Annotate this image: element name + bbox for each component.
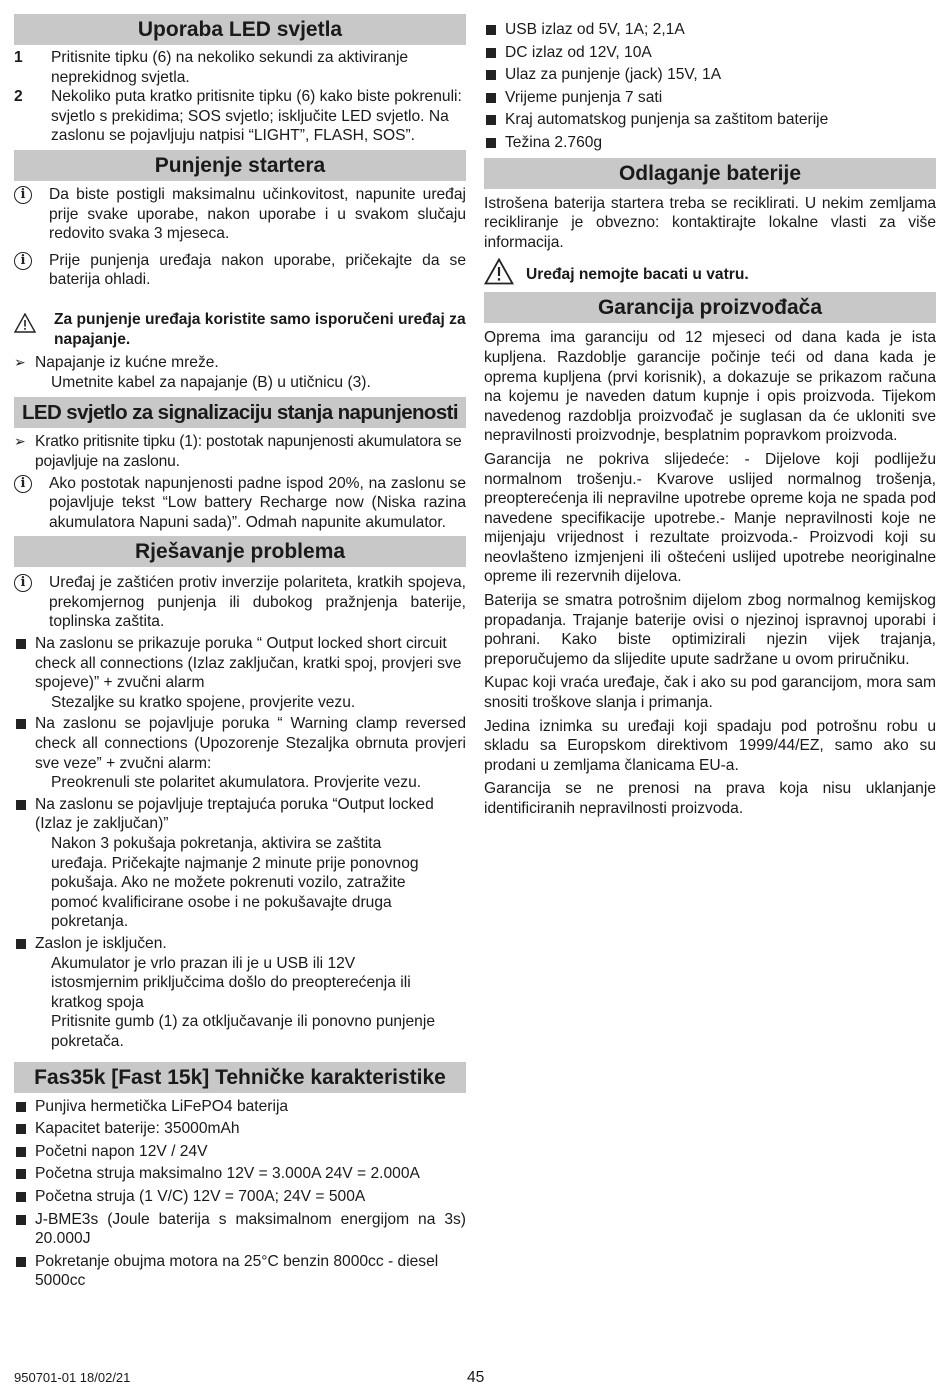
info-text: Uređaj je zaštićen protiv inverzije polariteta, kratkih spojeva, prekomjernog punjenja ili dubokog pražnjenja baterije, toplinska zaštita. [49,574,466,631]
square-bullet-icon [486,25,496,35]
info-text: Prije punjenja uređaja nakon uporabe, pričekajte da se baterija ohladi. [49,251,466,289]
warranty-paragraph: Jedina iznimka su uređaji koji spadaju pod potrošnu robu u skladu sa Europskom direktivom 1999/44/EZ, samo ako su prodani u zemljama članicama EU-a. [484,717,936,774]
square-bullet-icon [16,1124,26,1134]
info-text: Ako postotak napunjenosti padne ispod 20%, na zaslonu se pojavljuje tekst “Low battery Recharge now (Niska razina akumulatora Napuni sada)”. Odmah napunite akumulator. [49,474,466,531]
spec-item [14,1164,466,1184]
spec-text: USB izlaz od 5V, 1A; 2,1A [505,21,685,38]
spec-item [484,65,936,85]
square-bullet-icon [16,1147,26,1157]
info-icon: i [14,475,32,493]
warning-note [14,310,466,349]
bullet-subtext: Akumulator je vrlo prazan ili je u USB ili 12V istosmjernim priključcima došlo do preopterećenja ili kratkog spoja [51,954,411,1011]
section-title-warranty: Garancija proizvođača [484,292,936,323]
bullet-subtext: Stezaljke su kratko spojene, provjerite vezu. [51,693,356,711]
spec-item [484,133,936,153]
info-text: Da biste postigli maksimalnu učinkovitost, napunite uređaj prije svake uporabe, nakon uporabe i u svakom slučaju redovito svaka 3 mjeseca. [49,185,466,243]
bullet-item [14,714,466,773]
square-bullet-icon [16,1102,26,1112]
spec-text: DC izlaz od 12V, 10A [505,43,652,61]
bullet-subtext: Preokrenuli ste polaritet akumulatora. Provjerite vezu. [51,774,422,792]
warning-text: Uređaj nemojte bacati u vatru. [526,266,749,284]
bullet-text: Zaslon je isključen. [35,934,167,952]
fire-warning [484,258,936,286]
arrow-item [14,432,466,471]
square-bullet-icon [16,800,26,810]
square-bullet-icon [16,1169,26,1179]
arrow-subtext: Umetnite kabel za napajanje (B) u utičnicu (3). [51,373,371,391]
section-title-charging: Punjenje startera [14,150,466,181]
arrow-bullet-icon: ➢ [14,433,26,450]
item-text: Pritisnite tipku (6) na nekoliko sekundi za aktiviranje neprekidnog svjetla. [51,49,409,86]
arrow-item [14,353,466,373]
bullet-text: Na zaslonu se prikazuje poruka “ Output locked short circuit check all connections (Izlaz zaključan, kratki spoj, provjeri sve spojeve)” + zvučni alarm [35,635,462,692]
square-bullet-icon [16,639,26,649]
document-code: 950701-01 18/02/21 [14,1370,131,1385]
square-bullet-icon [16,1192,26,1202]
warranty-paragraph: Oprema ima garanciju od 12 mjeseci od dana kada je ista kupljena. Razdoblje garancije počinje teći od dana kada je oprema kupljena (prvi korisnik), a dokazuje se prikazom računa na kojemu je naveden datum kupnje i opis proizvoda. Tijekom navedenog razdoblja proizvođač je suglasan da će ukloniti sve nepravilnosti proizvodnje, besplatnim popravkom proizvoda. [484,329,936,445]
spec-item [14,1187,466,1207]
warranty-paragraph: Garancija se ne prenosi na prava koja nisu uklanjanje identificiranih nepravilnosti proizvoda. [484,780,936,817]
spec-item [14,1252,466,1291]
bullet-item [14,795,466,834]
spec-item [14,1142,466,1162]
bullet-item [14,634,466,693]
disposal-text: Istrošena baterija startera treba se reciklirati. U nekim zemljama recikliranje je obvezno: kontaktirajte lokalne vlasti za više informacija. [484,194,936,251]
section-title-troubleshooting: Rješavanje problema [14,536,466,567]
section-title-tech-specs: Fas35k [Fast 15k] Tehničke karakteristike [14,1062,466,1093]
arrow-text: Napajanje iz kućne mreže. [35,354,219,372]
section-title-charge-indicator: LED svjetlo za signalizaciju stanja napunjenosti [14,397,466,428]
spec-text: Težina 2.760g [505,133,603,151]
square-bullet-icon [16,1215,26,1225]
spec-text: Početna struja (1 V/C) 12V = 700A; 24V = 500A [35,1187,366,1205]
spec-text: Početni napon 12V / 24V [35,1142,208,1160]
square-bullet-icon [486,48,496,58]
info-note [14,185,466,244]
info-icon: i [14,574,32,592]
info-icon: i [14,186,32,204]
square-bullet-icon [16,1257,26,1267]
info-note [14,474,466,533]
square-bullet-icon [16,719,26,729]
spec-item [484,43,936,63]
spec-item [14,1119,466,1139]
spec-item [14,1097,466,1117]
warning-triangle-icon [484,258,514,285]
warranty-paragraph: Garancija ne pokriva slijedeće: - Dijelove koji podliježu normalnom trošenju.- Kvarove uslijed normalnog trošenja, preopterećenja ili nepravilne upotrebe opreme koja ne spada pod navedene specifikacije upotrebe.- Manje nepravilnosti koje ne mijenjaju vrijednost i rezultate proizvoda.- Proizvodi koji su neovlašteno izmjenjeni ili oštećeni uslijed upotrebe neoriginalne opreme ili rezervnih dijelova. [484,450,936,586]
info-note [14,573,466,632]
spec-item [484,88,936,108]
bullet-text: Na zaslonu se pojavljuje treptajuća poruka “Output locked (Izlaz je zaključan)” [35,795,434,833]
left-column [14,14,466,1291]
info-note [14,251,466,290]
right-column [484,20,936,823]
warranty-paragraph: Kupac koji vraća uređaje, čak i ako su pod garancijom, mora sam snositi troškove slanja i primanja. [484,674,936,712]
bullet-subtext: Nakon 3 pokušaja pokretanja, aktivira se zaštita uređaja. Pričekajte najmanje 2 minute prije ponovnog pokušaja. Ako ne možete pokrenuti vozilo, zatražite pomoć kvalificirane osobe i ne pokušavajte druga pokretanja. [51,835,419,931]
spec-text: J-BME3s (Joule baterija s maksimalnom energijom na 3s) 20.000J [35,1210,466,1248]
info-icon: i [14,252,32,270]
section-title-battery-disposal: Odlaganje baterije [484,158,936,189]
numbered-item [14,48,466,87]
bullet-subtext: Pritisnite gumb (1) za otključavanje ili ponovno punjenje pokretača. [51,1013,435,1050]
bullet-item [14,934,466,954]
spec-text: Ulaz za punjenje (jack) 15V, 1A [505,66,722,84]
warning-triangle-icon [14,313,36,333]
warning-text: Za punjenje uređaja koristite samo isporučeni uređaj za napajanje. [54,310,466,348]
item-number: 2 [14,88,23,106]
spec-text: Pokretanje obujma motora na 25°C benzin 8000cc - diesel 5000cc [35,1252,439,1290]
spec-text: Punjiva hermetička LiFePO4 baterija [35,1097,289,1115]
spec-item [484,110,936,130]
square-bullet-icon [486,93,496,103]
spec-text: Početna struja maksimalno 12V = 3.000A 24V = 2.000A [35,1165,420,1183]
item-text: Nekoliko puta kratko pritisnite tipku (6) kako biste pokrenuli: svjetlo s prekidima; SOS svjetlo; isključite LED svjetlo. Na zaslonu se pojavljuju natpisi “LIGHT”, FLASH, SOS”. [51,88,462,145]
spec-text: Vrijeme punjenja 7 sati [505,88,663,106]
warranty-paragraph: Baterija se smatra potrošnim dijelom zbog normalnog kemijskog propadanja. Trajanje baterije ovisi o njezinoj ispravnoj uporabi i pohrani. Kako biste optimizirali njezin vijek trajanja, preporučujemo da slijedite upute sadržane u ovom priručniku. [484,592,936,668]
item-number: 1 [14,49,23,66]
arrow-text: Kratko pritisnite tipku (1): postotak napunjenosti akumulatora se pojavljuje na zaslonu. [35,433,462,470]
spec-text: Kapacitet baterije: 35000mAh [35,1120,240,1138]
square-bullet-icon [486,115,496,125]
square-bullet-icon [486,138,496,148]
page-number: 45 [467,1369,485,1386]
square-bullet-icon [16,939,26,949]
spec-item [484,20,936,40]
bullet-text: Na zaslonu se pojavljuje poruka “ Warning clamp reversed check all connections (Upozorenje Stezaljka obrnuta provjeri sve veze” + zvučni alarm: [35,715,466,772]
arrow-bullet-icon: ➢ [14,354,26,371]
spec-text: Kraj automatskog punjenja sa zaštitom baterije [505,111,829,129]
spec-item [14,1210,466,1249]
numbered-item [14,87,466,146]
square-bullet-icon [486,70,496,80]
section-title-led-light: Uporaba LED svjetla [14,14,466,45]
